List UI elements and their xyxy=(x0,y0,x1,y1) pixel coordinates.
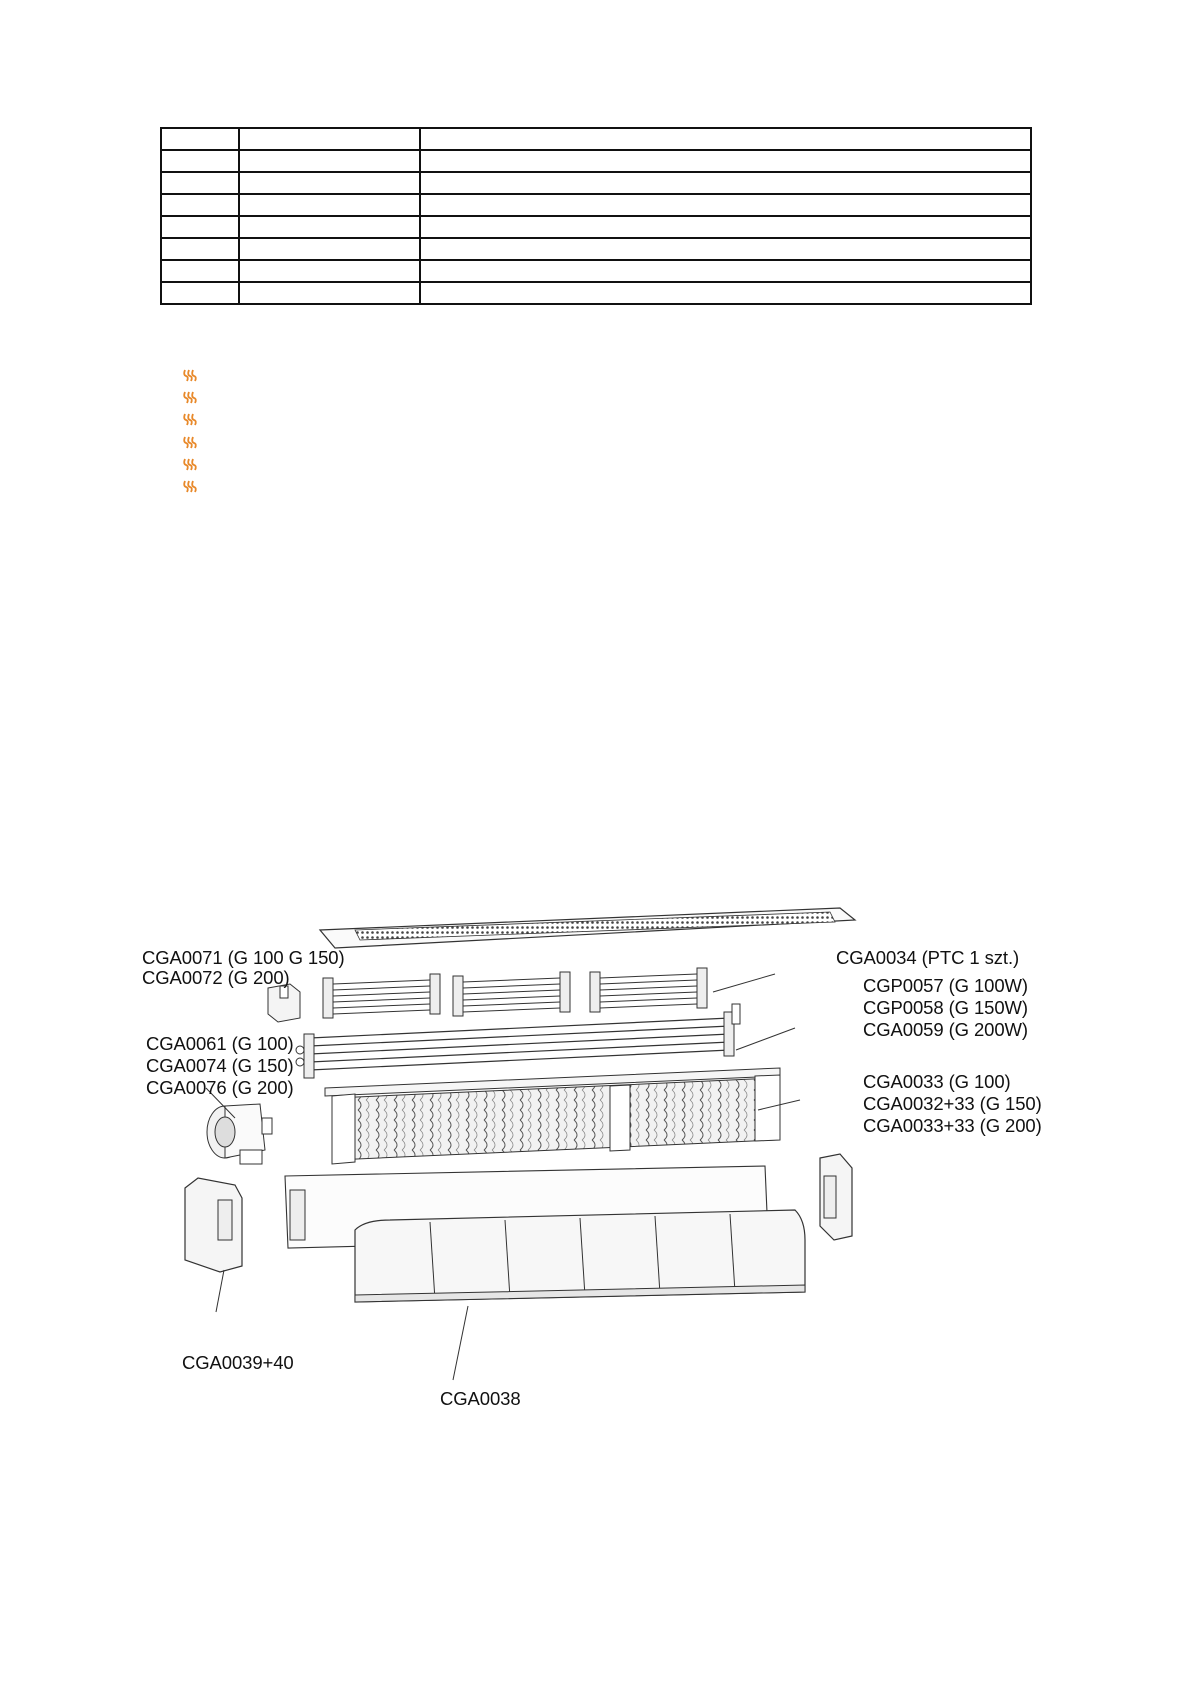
label-cga0034: CGA0034 (PTC 1 szt.) xyxy=(836,947,1020,968)
spec-table-cell xyxy=(420,172,1031,194)
spec-table-row xyxy=(161,282,1031,304)
spec-table-row xyxy=(161,172,1031,194)
ptc-heater-element-1 xyxy=(323,974,440,1018)
spec-table-row xyxy=(161,216,1031,238)
label-cga0072: CGA0072 (G 200) xyxy=(142,967,290,988)
spec-table-cell xyxy=(161,128,239,150)
right-side-cover xyxy=(820,1154,852,1240)
label-cga0074: CGA0074 (G 150) xyxy=(146,1055,294,1076)
label-cga0059: CGA0059 (G 200W) xyxy=(863,1019,1028,1040)
heat-wave-icon xyxy=(183,435,197,449)
bullet-item xyxy=(183,388,205,410)
spec-table-cell xyxy=(161,260,239,282)
spec-table-cell xyxy=(161,172,239,194)
spec-table-cell xyxy=(239,172,420,194)
top-grille-plate xyxy=(320,908,855,948)
left-side-cover xyxy=(185,1178,242,1272)
spec-table-row xyxy=(161,238,1031,260)
fan-assembly xyxy=(325,1068,780,1164)
spec-table-cell xyxy=(239,282,420,304)
connector-box xyxy=(268,984,300,1022)
spec-table-cell xyxy=(239,216,420,238)
front-cover xyxy=(355,1210,805,1302)
spec-table-cell xyxy=(420,238,1031,260)
label-cga0076: CGA0076 (G 200) xyxy=(146,1077,294,1098)
bullet-item xyxy=(183,455,205,477)
heat-wave-icon xyxy=(183,479,197,493)
spec-table xyxy=(160,127,1032,305)
spec-table-cell xyxy=(239,260,420,282)
heat-wave-icon xyxy=(183,390,197,404)
heater-coil xyxy=(296,1004,740,1078)
spec-table-cell xyxy=(239,128,420,150)
spec-table-row xyxy=(161,128,1031,150)
spec-table-cell xyxy=(161,150,239,172)
bullet-item xyxy=(183,477,205,499)
spec-table-cell xyxy=(420,194,1031,216)
spec-table-cell xyxy=(161,216,239,238)
spec-table-cell xyxy=(161,194,239,216)
label-cga0039-40: CGA0039+40 xyxy=(182,1352,294,1373)
ptc-heater-element-2 xyxy=(453,972,570,1016)
label-cga0033: CGA0033 (G 100) xyxy=(863,1071,1011,1092)
label-cga0038: CGA0038 xyxy=(440,1388,521,1409)
spec-table-cell xyxy=(420,150,1031,172)
spec-table-cell xyxy=(239,238,420,260)
bullet-list xyxy=(183,366,205,499)
bullet-item xyxy=(183,410,205,432)
spec-table-row xyxy=(161,194,1031,216)
spec-table-row xyxy=(161,260,1031,282)
label-cga0032-33: CGA0032+33 (G 150) xyxy=(863,1093,1042,1114)
spec-table-cell xyxy=(420,260,1031,282)
label-cga0033-33: CGA0033+33 (G 200) xyxy=(863,1115,1042,1136)
heat-wave-icon xyxy=(183,368,197,382)
ptc-heater-element-3 xyxy=(590,968,707,1012)
heat-wave-icon xyxy=(183,457,197,471)
spec-table-cell xyxy=(161,238,239,260)
spec-table-cell xyxy=(161,282,239,304)
fan-motor xyxy=(207,1104,272,1164)
label-cgp0057: CGP0057 (G 100W) xyxy=(863,975,1028,996)
label-cga0071: CGA0071 (G 100 G 150) xyxy=(142,947,345,968)
label-cga0061: CGA0061 (G 100) xyxy=(146,1033,294,1054)
spec-table-row xyxy=(161,150,1031,172)
spec-table-cell xyxy=(420,128,1031,150)
bullet-item xyxy=(183,433,205,455)
bullet-item xyxy=(183,366,205,388)
heat-wave-icon xyxy=(183,412,197,426)
label-cgp0058: CGP0058 (G 150W) xyxy=(863,997,1028,1018)
spec-table-cell xyxy=(239,194,420,216)
spec-table-cell xyxy=(239,150,420,172)
spec-table-cell xyxy=(420,216,1031,238)
spec-table-cell xyxy=(420,282,1031,304)
